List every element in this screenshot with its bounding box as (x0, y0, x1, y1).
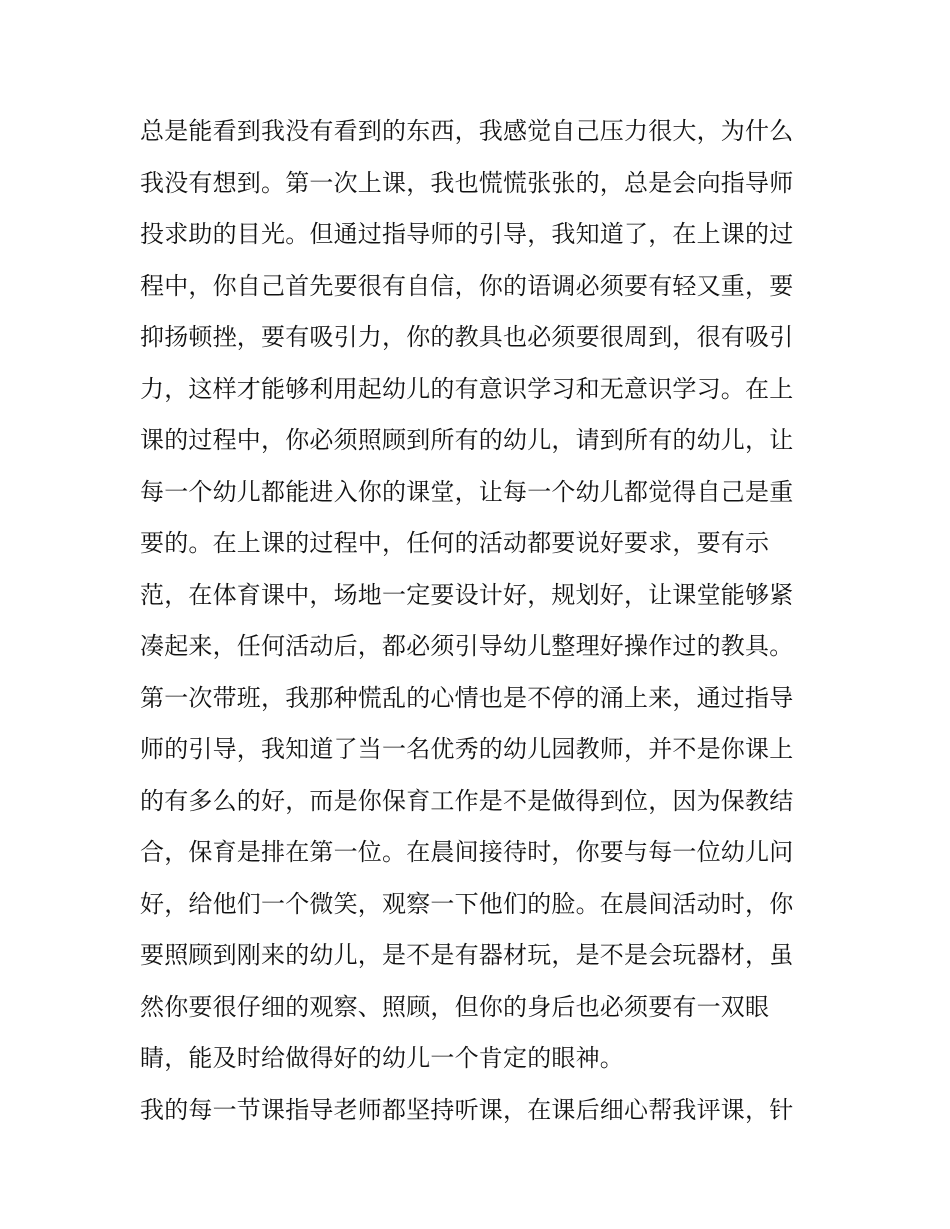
text-line: 好，给他们一个微笑，观察一下他们的脸。在晨间活动时，你 (140, 889, 794, 918)
text-line: 抑扬顿挫，要有吸引力，你的教具也必须要很周到，很有吸引 (140, 323, 794, 351)
text-line: 课的过程中，你必须照顾到所有的幼儿，请到所有的幼儿，让 (140, 426, 794, 454)
text-line: 要的。在上课的过程中，任何的活动都要说好要求，要有示 (140, 529, 770, 557)
text-line: 的有多么的好，而是你保育工作是不是做得到位，因为保教结 (140, 786, 794, 815)
body-text (140, 106, 820, 1136)
text-line: 范，在体育课中，场地一定要设计好，规划好，让课堂能够紧 (140, 580, 794, 609)
text-line: 合，保育是排在第一位。在晨间接待时，你要与每一位幼儿问 (140, 838, 794, 866)
text-line: 我的每一节课指导老师都坚持听课，在课后细心帮我评课，针 (140, 1095, 794, 1124)
text-line: 然你要很仔细的观察、照顾，但你的身后也必须要有一双眼 (140, 992, 770, 1021)
text-line: 师的引导，我知道了当一名优秀的幼儿园教师，并不是你课上 (140, 735, 794, 763)
text-line: 每一个幼儿都能进入你的课堂，让每一个幼儿都觉得自己是重 (140, 477, 794, 506)
text-line: 要照顾到刚来的幼儿，是不是有器材玩，是不是会玩器材，虽 (140, 941, 794, 969)
text-line: 凑起来，任何活动后，都必须引导幼儿整理好操作过的教具。 (140, 632, 794, 660)
text-line: 力，这样才能够利用起幼儿的有意识学习和无意识学习。在上 (140, 374, 794, 403)
text-line: 第一次带班，我那种慌乱的心情也是不停的涌上来，通过指导 (140, 683, 794, 712)
text-line: 总是能看到我没有看到的东西，我感觉自己压力很大，为什么 (140, 117, 794, 145)
text-line: 程中，你自己首先要很有自信，你的语调必须要有轻又重，要 (140, 271, 794, 300)
text-line: 睛，能及时给做得好的幼儿一个肯定的眼神。 (140, 1044, 624, 1072)
text-line: 我没有想到。第一次上课，我也慌慌张张的，总是会向指导师 (140, 168, 794, 197)
text-line: 投求助的目光。但通过指导师的引导，我知道了，在上课的过 (140, 220, 794, 248)
